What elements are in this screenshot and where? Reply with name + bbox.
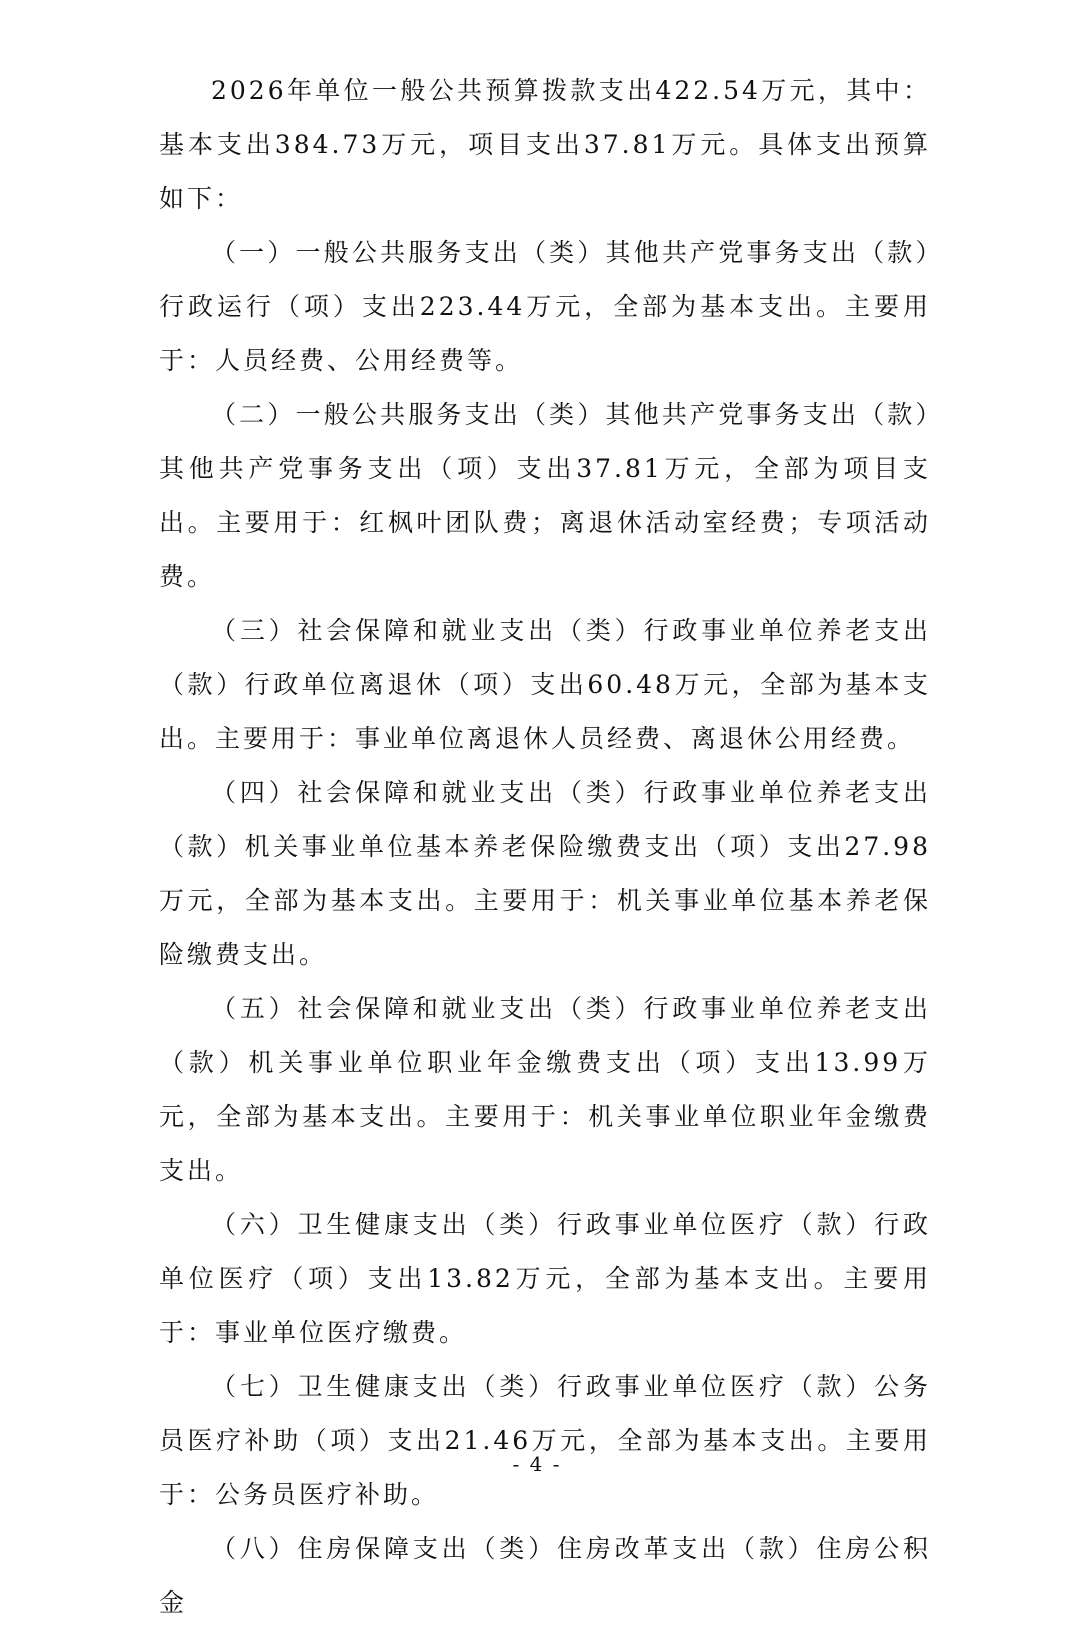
- paragraph-item-5: （五）社会保障和就业支出（类）行政事业单位养老支出（款）机关事业单位职业年金缴费支出（项）支出13.99万元，全部为基本支出。主要用于：机关事业单位职业年金缴费支出。: [159, 994, 931, 1185]
- paragraph-item-6: （六）卫生健康支出（类）行政事业单位医疗（款）行政单位医疗（项）支出13.82万元，全部为基本支出。主要用于：事业单位医疗缴费。: [159, 1210, 931, 1347]
- paragraph-item-3: （三）社会保障和就业支出（类）行政事业单位养老支出（款）行政单位离退休（项）支出60.48万元，全部为基本支出。主要用于：事业单位离退休人员经费、离退休公用经费。: [159, 616, 931, 753]
- paragraph-item-2: （二）一般公共服务支出（类）其他共产党事务支出（款）其他共产党事务支出（项）支出37.81万元，全部为项目支出。主要用于：红枫叶团队费；离退休活动室经费；专项活动费。: [159, 400, 931, 591]
- paragraph-item-7: （七）卫生健康支出（类）行政事业单位医疗（款）公务员医疗补助（项）支出21.46万元，全部为基本支出。主要用于：公务员医疗补助。: [159, 1372, 931, 1509]
- paragraph-intro: 2026年单位一般公共预算拨款支出422.54万元，其中：基本支出384.73万元，项目支出37.81万元。具体支出预算如下：: [159, 76, 931, 213]
- paragraph-item-4: （四）社会保障和就业支出（类）行政事业单位养老支出（款）机关事业单位基本养老保险缴费支出（项）支出27.98万元，全部为基本支出。主要用于：机关事业单位基本养老保险缴费支出。: [159, 778, 931, 969]
- paragraph-item-1: （一）一般公共服务支出（类）其他共产党事务支出（款）行政运行（项）支出223.44万元，全部为基本支出。主要用于：人员经费、公用经费等。: [159, 238, 931, 375]
- body-text: [159, 64, 931, 1630]
- paragraph-item-8: （八）住房保障支出（类）住房改革支出（款）住房公积金: [159, 1534, 931, 1617]
- page-number: - 4 -: [512, 1452, 562, 1476]
